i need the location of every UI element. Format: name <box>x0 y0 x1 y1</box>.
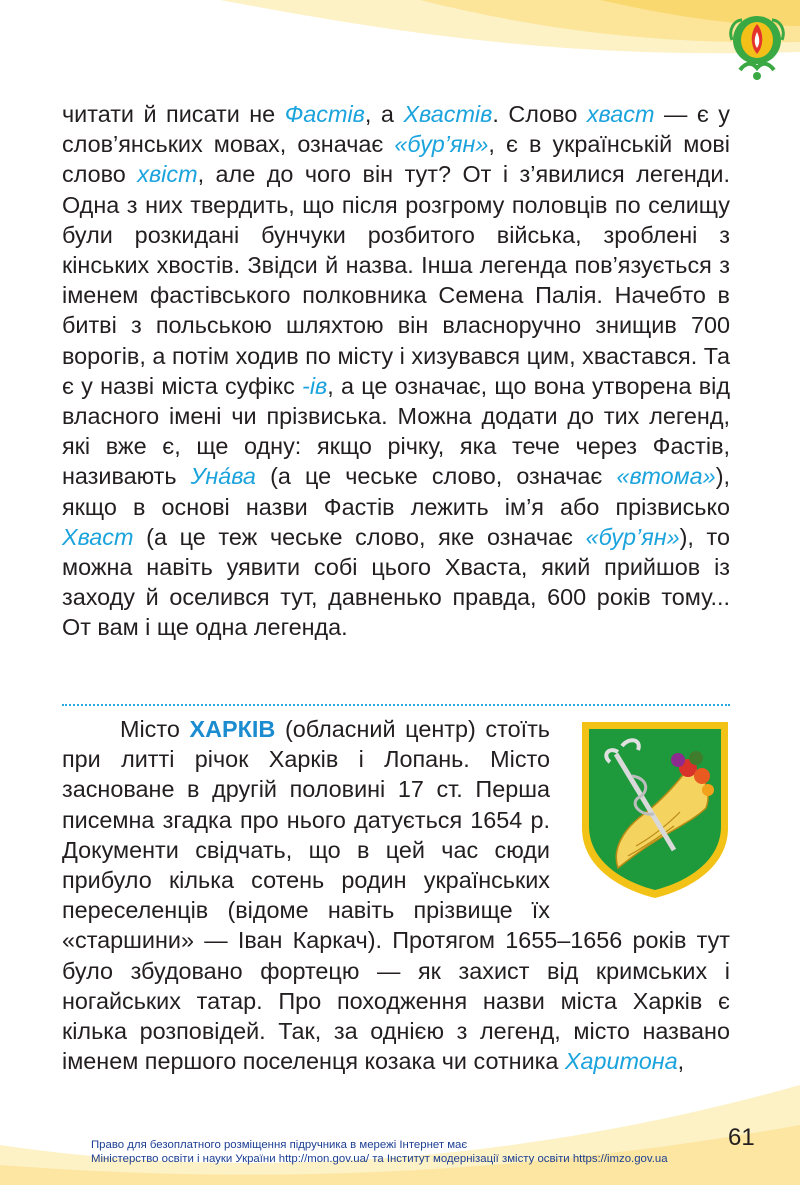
text-run: , а це означає, що вона утворена від власного імені чи прізвиська. Можна додати до тих легенд, які вже є, ще одну: якщо річку, яка тече через Фастів, називають <box>62 372 730 490</box>
image-float-space <box>550 714 730 898</box>
footer-line: Право для безоплатного розміщення підручника в мережі Інтернет має <box>91 1139 468 1151</box>
text-run: (а це теж чеське слово, яке означає <box>133 523 586 550</box>
text-run: (а це чеське слово, означає <box>255 463 617 490</box>
text-run: Місто <box>120 716 190 742</box>
highlight-word: «бур’ян» <box>394 131 489 158</box>
highlight-word: хвіст <box>137 161 198 188</box>
highlight-word: Фастів <box>284 101 365 127</box>
text-run: . Слово <box>492 101 587 127</box>
paragraph-kharkiv <box>62 714 730 1076</box>
text-run: (обласний центр) стоїть при литті річок Харків і Лопань. Місто засноване в другій половині 17 ст. Перша писемна згадка про нього датується 1654 р. Документи свідчать, що в цей час сюди прибуло кілька сотень родин українських переселенців (відоме навіть прізвище їх «старшини» — Іван Каркач). Протягом 1655–1656 років тут було збудовано фортецю — як захист від кримських і ногайських татар. Про походження назви міста Харків є кілька розповідей. Так, за однією з легенд, місто названо іменем першого поселенця козака чи сотника <box>62 716 730 1075</box>
city-name: ХАРКІВ <box>189 716 276 742</box>
highlight-word: Харитона <box>564 1048 678 1075</box>
folk-flower-emblem-icon <box>726 10 788 82</box>
highlight-word: «втома» <box>616 463 716 490</box>
text-run: , <box>677 1048 685 1075</box>
footer-copyright <box>91 1138 731 1166</box>
highlight-word: хваст <box>586 101 655 127</box>
highlight-word: Уна́ва <box>190 463 256 490</box>
paragraph-fastiv <box>62 99 730 643</box>
text-run: ), то можна навіть уявити собі цього Хваста, який прийшов із заходу й оселився тут, давненько правда, 600 років тому... От вам і ще одна легенда. <box>62 523 731 641</box>
highlight-word: Хваст <box>62 523 134 550</box>
text-run: , а <box>364 101 404 127</box>
dotted-divider <box>62 704 730 706</box>
page-number: 61 <box>728 1124 755 1151</box>
text-run: — є у слов’янських мовах, означає <box>62 101 730 158</box>
highlight-word: -ів <box>302 372 328 399</box>
text-run: читати й писати не <box>62 101 285 127</box>
text-run: , є в українській мові слово <box>62 131 730 188</box>
highlight-word: Хвастів <box>403 101 493 127</box>
text-run: , але до чого він тут? От і з’явилися легенди. Одна з них твердить, що після розгрому половців по селищу були розкидані бунчуки розбитого війська, зроблені з кінських хвостів. Звідси й назва. Інша легенда пов’язується з іменем фастівського полковника Семена Палія. Начебто в битві з польською шляхтою він власноручно знищив 700 ворогів, а потім ходив по місту і хизувався цим, хвастався. Та є у назві міста суфікс <box>62 161 730 399</box>
text-run: ), якщо в основі назви Фастів лежить ім’я або прізвисько <box>62 463 730 520</box>
highlight-word: «бур’ян» <box>585 523 680 550</box>
footer-line: Міністерство освіти і науки України http://mon.gov.ua/ та Інститут модернізації змісту освіти https://imzo.gov.ua <box>91 1153 668 1165</box>
